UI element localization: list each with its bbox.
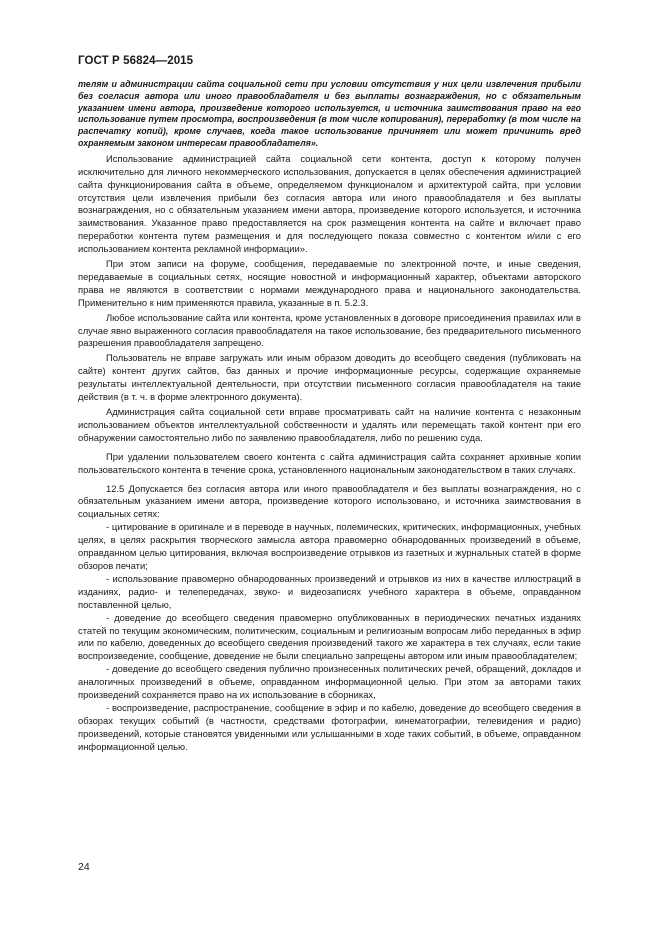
page-body (78, 79, 581, 754)
paragraph: Любое использование сайта или контента, кроме установленных в договоре присоединения правилах или в случае явно выраженного согласия правообладателя на такое использование, без предварительного письменного разрешения правообладателя запрещено. (78, 311, 581, 349)
paragraph: При удалении пользователем своего контента с сайта администрация сайта сохраняет архивные копии пользовательского контента в течение срока, установленного национальным законодательством в таких случаях. (78, 450, 581, 475)
paragraph: Использование администрацией сайта социальной сети контента, доступ к которому получен исключительно для личного некоммерческого использования, допускается в целях обеспечения администрацией сайта функционирования сайта в объеме, определяемом функционалом и архитектурой сайта, при условии отсутствия цели извлечения прибыли без согласия автора или иного правообладателя и без выплаты вознаграждения, но с обязательным указанием имени автора, произведение которого используется, и источника заимствования. Указанное право предоставляется на срок размещения контента на сайте и включает право переработки контента путем размещения и для последующего показа совместно с контентом и/или с его использованием контента рекламной информации». (78, 152, 581, 255)
standard-header: ГОСТ Р 56824—2015 (78, 55, 194, 67)
list-item: - доведение до всеобщего сведения правомерно опубликованных в периодических печатных изданиях статей по текущим экономическим, политическим, социальным и религиозным вопросам либо переданных в эфир или по кабелю, доведенных до всеобщего сведения произведений такого же характера в тех случаях, если такие воспроизведение, сообщение, доведение не были специально запрещены автором или иным правообладателем; (78, 611, 581, 662)
list-item: - доведение до всеобщего сведения публично произнесенных политических речей, обращений, докладов и аналогичных произведений в объеме, оправданном информационной целью. При этом за авторами таких произведений сохраняется право на их использование в сборниках, (78, 663, 581, 701)
main-text (78, 153, 581, 754)
page-number: 24 (78, 861, 90, 873)
paragraph: Администрация сайта социальной сети вправе просматривать сайт на наличие контента с незаконным использованием объектов интеллектуальной собственности и удалять или перемещать такой контент при его обнаружении самостоятельно либо по заявлению правообладателя, либо по решению суда. (78, 406, 581, 443)
list-item: - использование правомерно обнародованных произведений и отрывков из них в качестве иллюстраций в изданиях, радио- и телепередачах, звуко- и видеозаписях учебного характера в объеме, оправданном поставленной целью, (78, 572, 581, 610)
list-item: - цитирование в оригинале и в переводе в научных, полемических, критических, информационных, учебных целях, в целях раскрытия творческого замысла автора правомерно обнародованных произведений в объеме, оправданном целью цитирования, включая воспроизведение отрывков из газетных и журнальных статей в форме обзоров печати; (78, 521, 581, 571)
paragraph: Пользователь не вправе загружать или иным образом доводить до всеобщего сведения (публиковать на сайте) контент других сайтов, баз данных и прочие информационные ресурсы, содержащие охраняемые результаты интеллектуальной деятельности, при отсутствии письменного согласия правообладателя на такие действия (в т. ч. в форме электронного документа). (78, 352, 581, 403)
clause-12-5: 12.5 Допускается без согласия автора или иного правообладателя и без выплаты вознаграждения, но с обязательным указанием имени автора, произведение которого использовано, и источника заимствования в социальных сетях: (78, 482, 581, 520)
quoted-block (78, 79, 581, 150)
list-item: - воспроизведение, распространение, сообщение в эфир и по кабелю, доведение до всеобщего сведения в обзорах текущих событий (в частности, средствами фотографии, кинематографии, телевидения и радио) произведений, которые становятся увиденными или услышанными в ходе таких событий, в объеме, оправданном информационной целью. (78, 701, 581, 752)
paragraph: При этом записи на форуме, сообщения, передаваемые по электронной почте, и иные сведения, передаваемые в социальных сетях, носящие новостной и информационный характер, объектами авторского права не являются в соответствии с нормами международного права и национального законодательства. Применительно к ним применяются правила, указанные в п. 5.2.3. (78, 258, 581, 308)
quote-paragraph: телям и администрации сайта социальной сети при условии отсутствия у них цели извлечения прибыли без согласия автора или иного правообладателя и без выплаты вознаграждения, но с обязательным указанием имени автора, произведение которого используется, и источника заимствования право на его использование путем просмотра, воспроизведения (в том числе копирования), переработку (в том числе на распечатку копий), кроме случаев, когда такое использование причиняет или может причинить вред охраняемым законом интересам правообладателя». (78, 79, 581, 148)
